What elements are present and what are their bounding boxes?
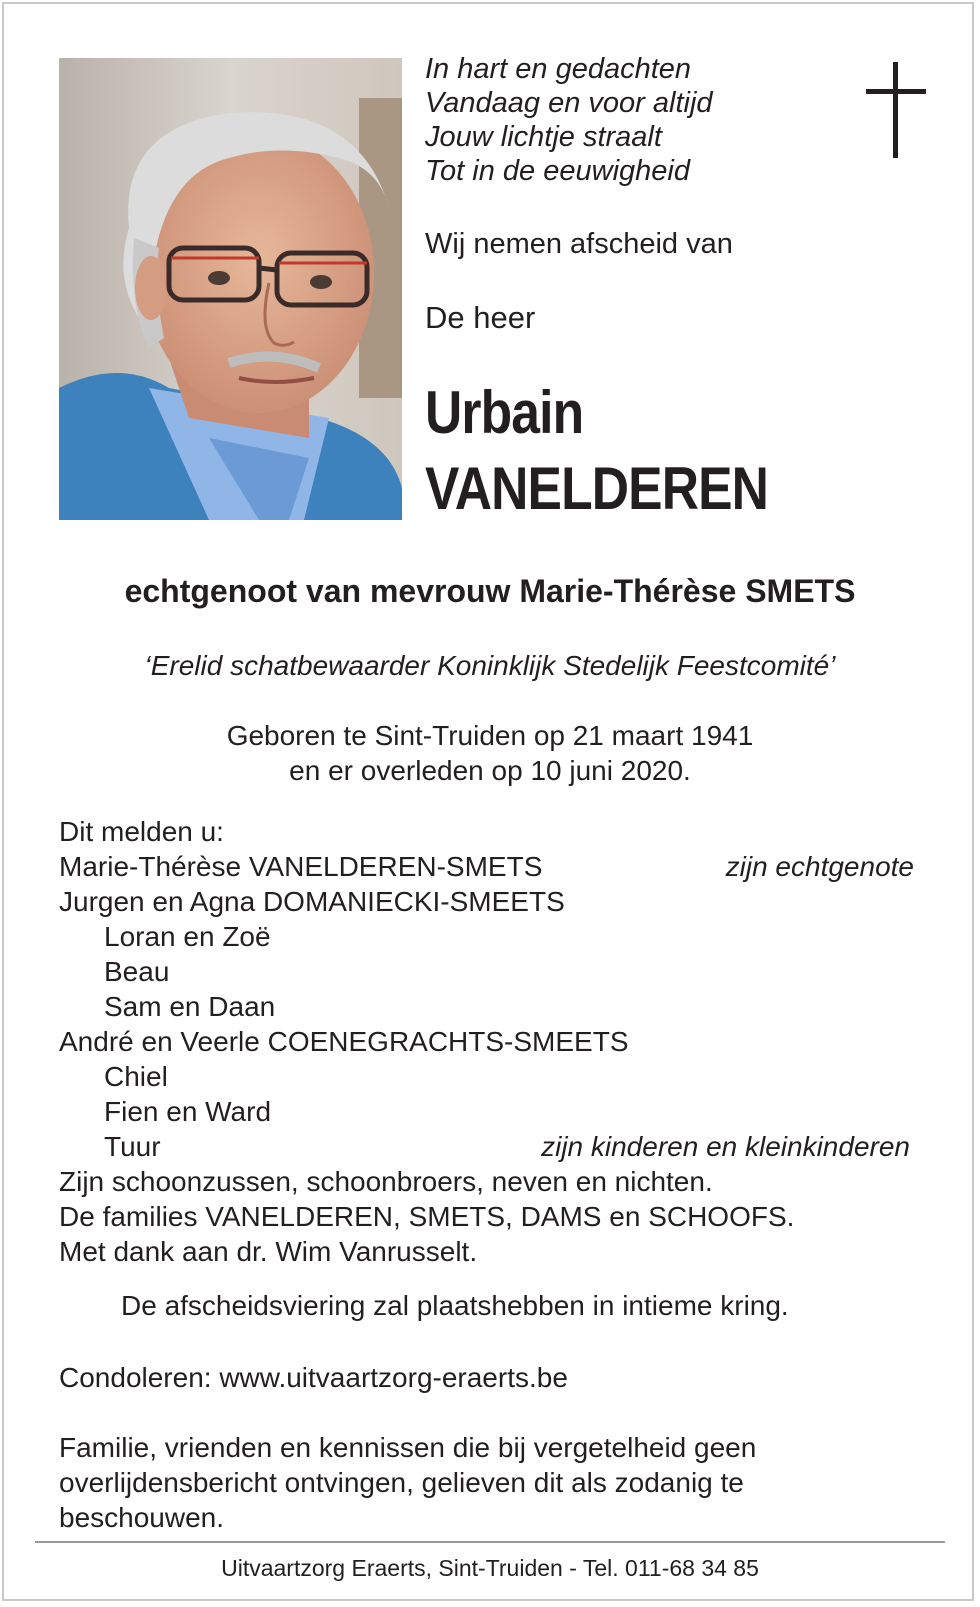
family-line: Fien en Ward xyxy=(104,1096,272,1127)
portrait-photo xyxy=(59,58,402,520)
family-line: Jurgen en Agna DOMANIECKI-SMEETS xyxy=(59,886,565,917)
poem-line: Jouw lichtje straalt xyxy=(425,121,662,153)
poem-line: Tot in de eeuwigheid xyxy=(425,155,690,187)
family-line: Chiel xyxy=(104,1061,168,1092)
extended-line: Zijn schoonzussen, schoonbroers, neven en nichten. xyxy=(59,1166,713,1197)
death-line: en er overleden op 10 juni 2020. xyxy=(289,755,691,786)
condolence-text: Condoleren: www.uitvaartzorg-eraerts.be xyxy=(59,1362,568,1393)
poem-line: Vandaag en voor altijd xyxy=(425,87,713,119)
extended-line: De families VANELDEREN, SMETS, DAMS en SCHOOFS. xyxy=(59,1201,795,1232)
notice-line: overlijdensbericht ontvingen, gelieven dit als zodanig te xyxy=(59,1467,744,1498)
extended-line: Met dank aan dr. Wim Vanrusselt. xyxy=(59,1236,478,1267)
announce-header: Dit melden u: xyxy=(59,816,224,847)
cross-icon xyxy=(866,62,926,158)
birth-line: Geboren te Sint-Truiden op 21 maart 1941 xyxy=(226,720,754,751)
children-relation: zijn kinderen en kleinkinderen xyxy=(541,1131,910,1162)
footer-divider xyxy=(35,1541,945,1543)
spouse-line: echtgenoot van mevrouw Marie-Thérèse SMETS xyxy=(124,573,856,609)
honorific: De heer xyxy=(425,300,536,335)
family-line: Tuur xyxy=(104,1131,161,1162)
ceremony-text: De afscheidsviering zal plaatshebben in intieme kring. xyxy=(121,1290,789,1321)
deceased-first-name: Urbain xyxy=(425,379,584,446)
spouse-name: Marie-Thérèse VANELDEREN-SMETS xyxy=(59,851,543,882)
family-line: Beau xyxy=(104,956,170,987)
notice-line: Familie, vrienden en kennissen die bij vergetelheid geen xyxy=(59,1432,757,1463)
poem-line: In hart en gedachten xyxy=(425,53,692,85)
intro-text: Wij nemen afscheid van xyxy=(425,228,733,260)
footer-text: Uitvaartzorg Eraerts, Sint-Truiden - Tel. 011-68 34 85 xyxy=(221,1555,759,1581)
spouse-relation: zijn echtgenote xyxy=(725,851,914,882)
family-line: Sam en Daan xyxy=(104,991,276,1022)
family-line: Loran en Zoë xyxy=(104,921,271,952)
notice-line: beschouwen. xyxy=(59,1502,225,1533)
family-line: André en Veerle COENEGRACHTS-SMEETS xyxy=(59,1026,629,1057)
title-quote: ‘Erelid schatbewaarder Koninklijk Stedelijk Feestcomité’ xyxy=(144,650,836,681)
deceased-last-name: VANELDEREN xyxy=(425,455,769,522)
